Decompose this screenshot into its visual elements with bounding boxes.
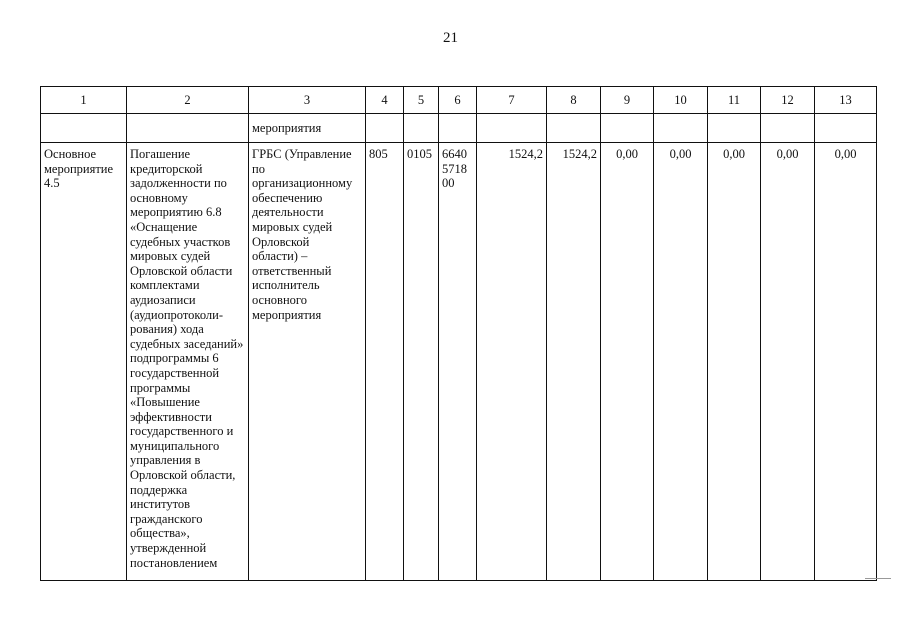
cont-cell-2 <box>127 114 249 143</box>
header-cell-11: 11 <box>708 87 761 114</box>
value-cell-8: 1524,2 <box>547 143 601 581</box>
activity-name-cell: Основное мероприятие 4.5 <box>41 143 127 581</box>
header-cell-3: 3 <box>249 87 366 114</box>
section-code-cell: 0105 <box>404 143 439 581</box>
budget-table <box>40 86 877 581</box>
cont-cell-3: мероприятия <box>249 114 366 143</box>
header-cell-5: 5 <box>404 87 439 114</box>
header-cell-8: 8 <box>547 87 601 114</box>
cont-cell-13 <box>815 114 877 143</box>
table-row <box>41 143 877 581</box>
header-cell-12: 12 <box>761 87 815 114</box>
value-cell-7: 1524,2 <box>477 143 547 581</box>
activity-description-cell: Погашение кредиторской задолженности по основному мероприятию 6.8 «Оснащение судебных участков мировых судей Орловской области комплектами аудиозаписи (аудиопротоколи- рования) хода судебных заседаний» подпрограммы 6 государственной программы «Повышение эффективности государственного и муниципального управления в Орловской области, поддержка институтов гражданского общества», утвержденной постановлением <box>127 143 249 581</box>
scan-artifact <box>865 578 891 579</box>
cont-cell-4 <box>366 114 404 143</box>
header-cell-2: 2 <box>127 87 249 114</box>
header-cell-1: 1 <box>41 87 127 114</box>
cont-cell-6 <box>439 114 477 143</box>
header-cell-7: 7 <box>477 87 547 114</box>
cont-cell-12 <box>761 114 815 143</box>
cont-cell-1 <box>41 114 127 143</box>
value-cell-13: 0,00 <box>815 143 877 581</box>
header-cell-9: 9 <box>601 87 654 114</box>
value-cell-9: 0,00 <box>601 143 654 581</box>
grbs-code-cell: 805 <box>366 143 404 581</box>
cont-cell-9 <box>601 114 654 143</box>
table-row-continuation <box>41 114 877 143</box>
value-cell-11: 0,00 <box>708 143 761 581</box>
cont-cell-7 <box>477 114 547 143</box>
header-cell-13: 13 <box>815 87 877 114</box>
cont-cell-8 <box>547 114 601 143</box>
header-cell-6: 6 <box>439 87 477 114</box>
cont-cell-10 <box>654 114 708 143</box>
target-article-cell: 6640 5718 00 <box>439 143 477 581</box>
page-number: 21 <box>443 30 458 46</box>
header-cell-4: 4 <box>366 87 404 114</box>
header-cell-10: 10 <box>654 87 708 114</box>
value-cell-10: 0,00 <box>654 143 708 581</box>
cont-cell-5 <box>404 114 439 143</box>
executor-cell: ГРБС (Управление по организационному обеспечению деятельности мировых судей Орловской области) – ответственный исполнитель основного мероприятия <box>249 143 366 581</box>
cont-cell-11 <box>708 114 761 143</box>
value-cell-12: 0,00 <box>761 143 815 581</box>
table-header-row <box>41 87 877 114</box>
